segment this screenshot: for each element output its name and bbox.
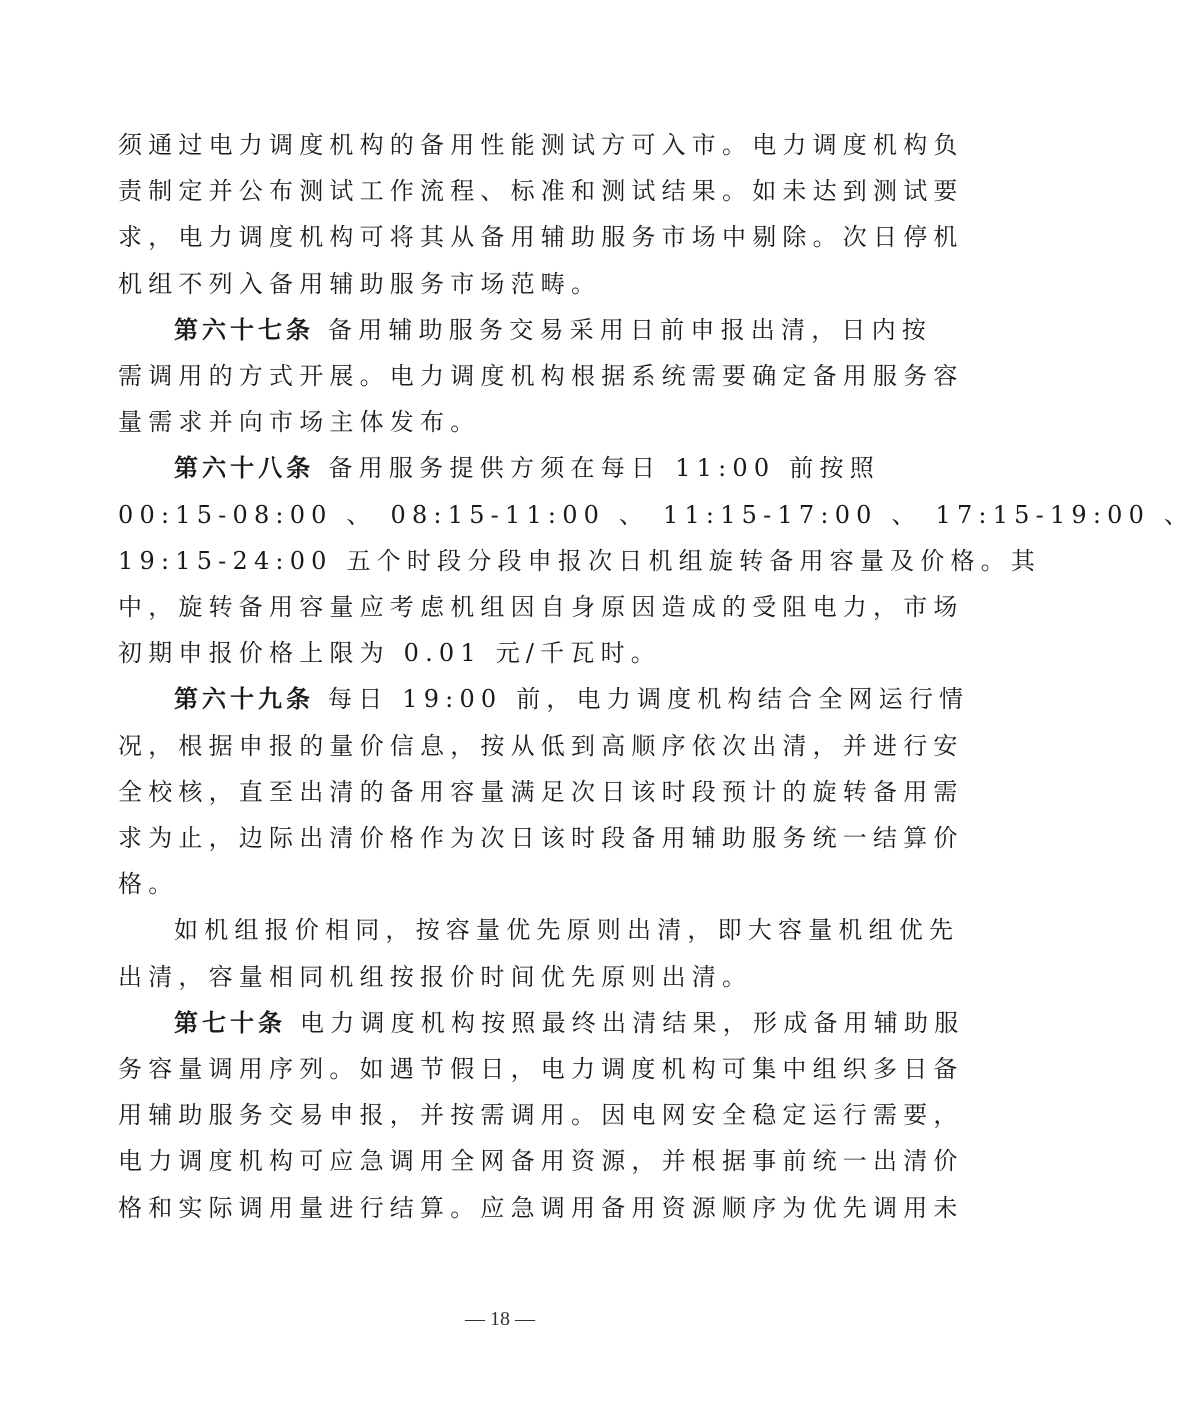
- text-line: [174, 910, 960, 950]
- line-text: 备用辅助服务交易采用日前申报出清，日内按: [328, 315, 932, 344]
- text-line: [118, 587, 964, 627]
- article-heading: 第六十七条: [174, 314, 314, 344]
- text-line: [118, 726, 964, 766]
- text-line: [174, 310, 932, 350]
- article-heading: 第六十八条: [174, 453, 315, 483]
- line-text: 备用服务提供方须在每日 11:00 前按照: [328, 454, 880, 483]
- line-text: 格和实际调用量进行结算。应急调用备用资源顺序为优先调用未: [118, 1193, 964, 1222]
- line-text: 00:15-08:00 、 08:15-11:00 、 11:15-17:00 、 17:15-19:00 、: [118, 500, 1194, 529]
- line-text: 况，根据申报的量价信息，按从低到高顺序依次出清，并进行安: [118, 731, 964, 760]
- line-text: 用辅助服务交易申报，并按需调用。因电网安全稳定运行需要，: [118, 1101, 964, 1130]
- text-line: [118, 402, 880, 442]
- line-text: 出清，容量相同机组按报价时间优先原则出清。: [118, 962, 753, 991]
- line-text: 中，旋转备用容量应考虑机组因自身原因造成的受阻电力，市场: [118, 593, 964, 621]
- line-text: 务容量调用序列。如遇节假日，电力调度机构可集中组织多日备: [118, 1055, 964, 1083]
- line-text: 全校核，直至出清的备用容量满足次日该时段预计的旋转备用需: [118, 777, 964, 806]
- text-line: [174, 679, 970, 719]
- line-text: 每日 19:00 前，电力调度机构结合全网运行情: [328, 685, 970, 714]
- text-line: [118, 217, 964, 257]
- line-text: 19:15-24:00 五个时段分段申报次日机组旋转备用容量及价格。其: [118, 546, 1042, 575]
- line-text: 责制定并公布测试工作流程、标准和测试结果。如未达到测试要: [118, 177, 964, 206]
- text-line: [118, 356, 964, 396]
- article-heading: 第七十条: [174, 1007, 286, 1037]
- text-line: [118, 818, 964, 858]
- text-line: [174, 1003, 965, 1043]
- text-line: [118, 864, 880, 904]
- line-text: 求，电力调度机构可将其从备用辅助服务市场中剔除。次日停机: [118, 223, 964, 252]
- text-line: [118, 495, 1194, 535]
- line-text: 须通过电力调度机构的备用性能测试方可入市。电力调度机构负: [118, 131, 964, 159]
- text-line: [174, 448, 880, 488]
- text-line: [118, 772, 964, 812]
- line-text: 电力调度机构可应急调用全网备用资源，并根据事前统一出清价: [118, 1147, 964, 1176]
- page-number: — 18 —: [465, 1308, 535, 1330]
- text-line: [118, 957, 880, 997]
- text-line: [118, 1141, 964, 1181]
- line-text: 初期申报价格上限为 0.01 元/千瓦时。: [118, 639, 661, 668]
- article-heading: 第六十九条: [174, 684, 314, 714]
- text-line: [118, 541, 1042, 581]
- line-text: 电力调度机构按照最终出清结果，形成备用辅助服: [300, 1008, 965, 1037]
- line-text: 量需求并向市场主体发布。: [118, 408, 481, 437]
- text-line: [118, 1049, 964, 1089]
- text-line: [118, 1188, 964, 1228]
- text-line: [118, 125, 964, 165]
- text-line: [118, 633, 880, 673]
- text-line: [118, 171, 964, 211]
- line-text: 求为止，边际出清价格作为次日该时段备用辅助服务统一结算价: [118, 824, 964, 852]
- text-line: [118, 1095, 964, 1135]
- line-text: 格。: [118, 870, 179, 899]
- line-text: 需调用的方式开展。电力调度机构根据系统需要确定备用服务容: [118, 362, 964, 390]
- text-line: [118, 264, 880, 304]
- line-text: 机组不列入备用辅助服务市场范畴。: [118, 269, 602, 298]
- line-text: 如机组报价相同，按容量优先原则出清，即大容量机组优先: [174, 916, 960, 945]
